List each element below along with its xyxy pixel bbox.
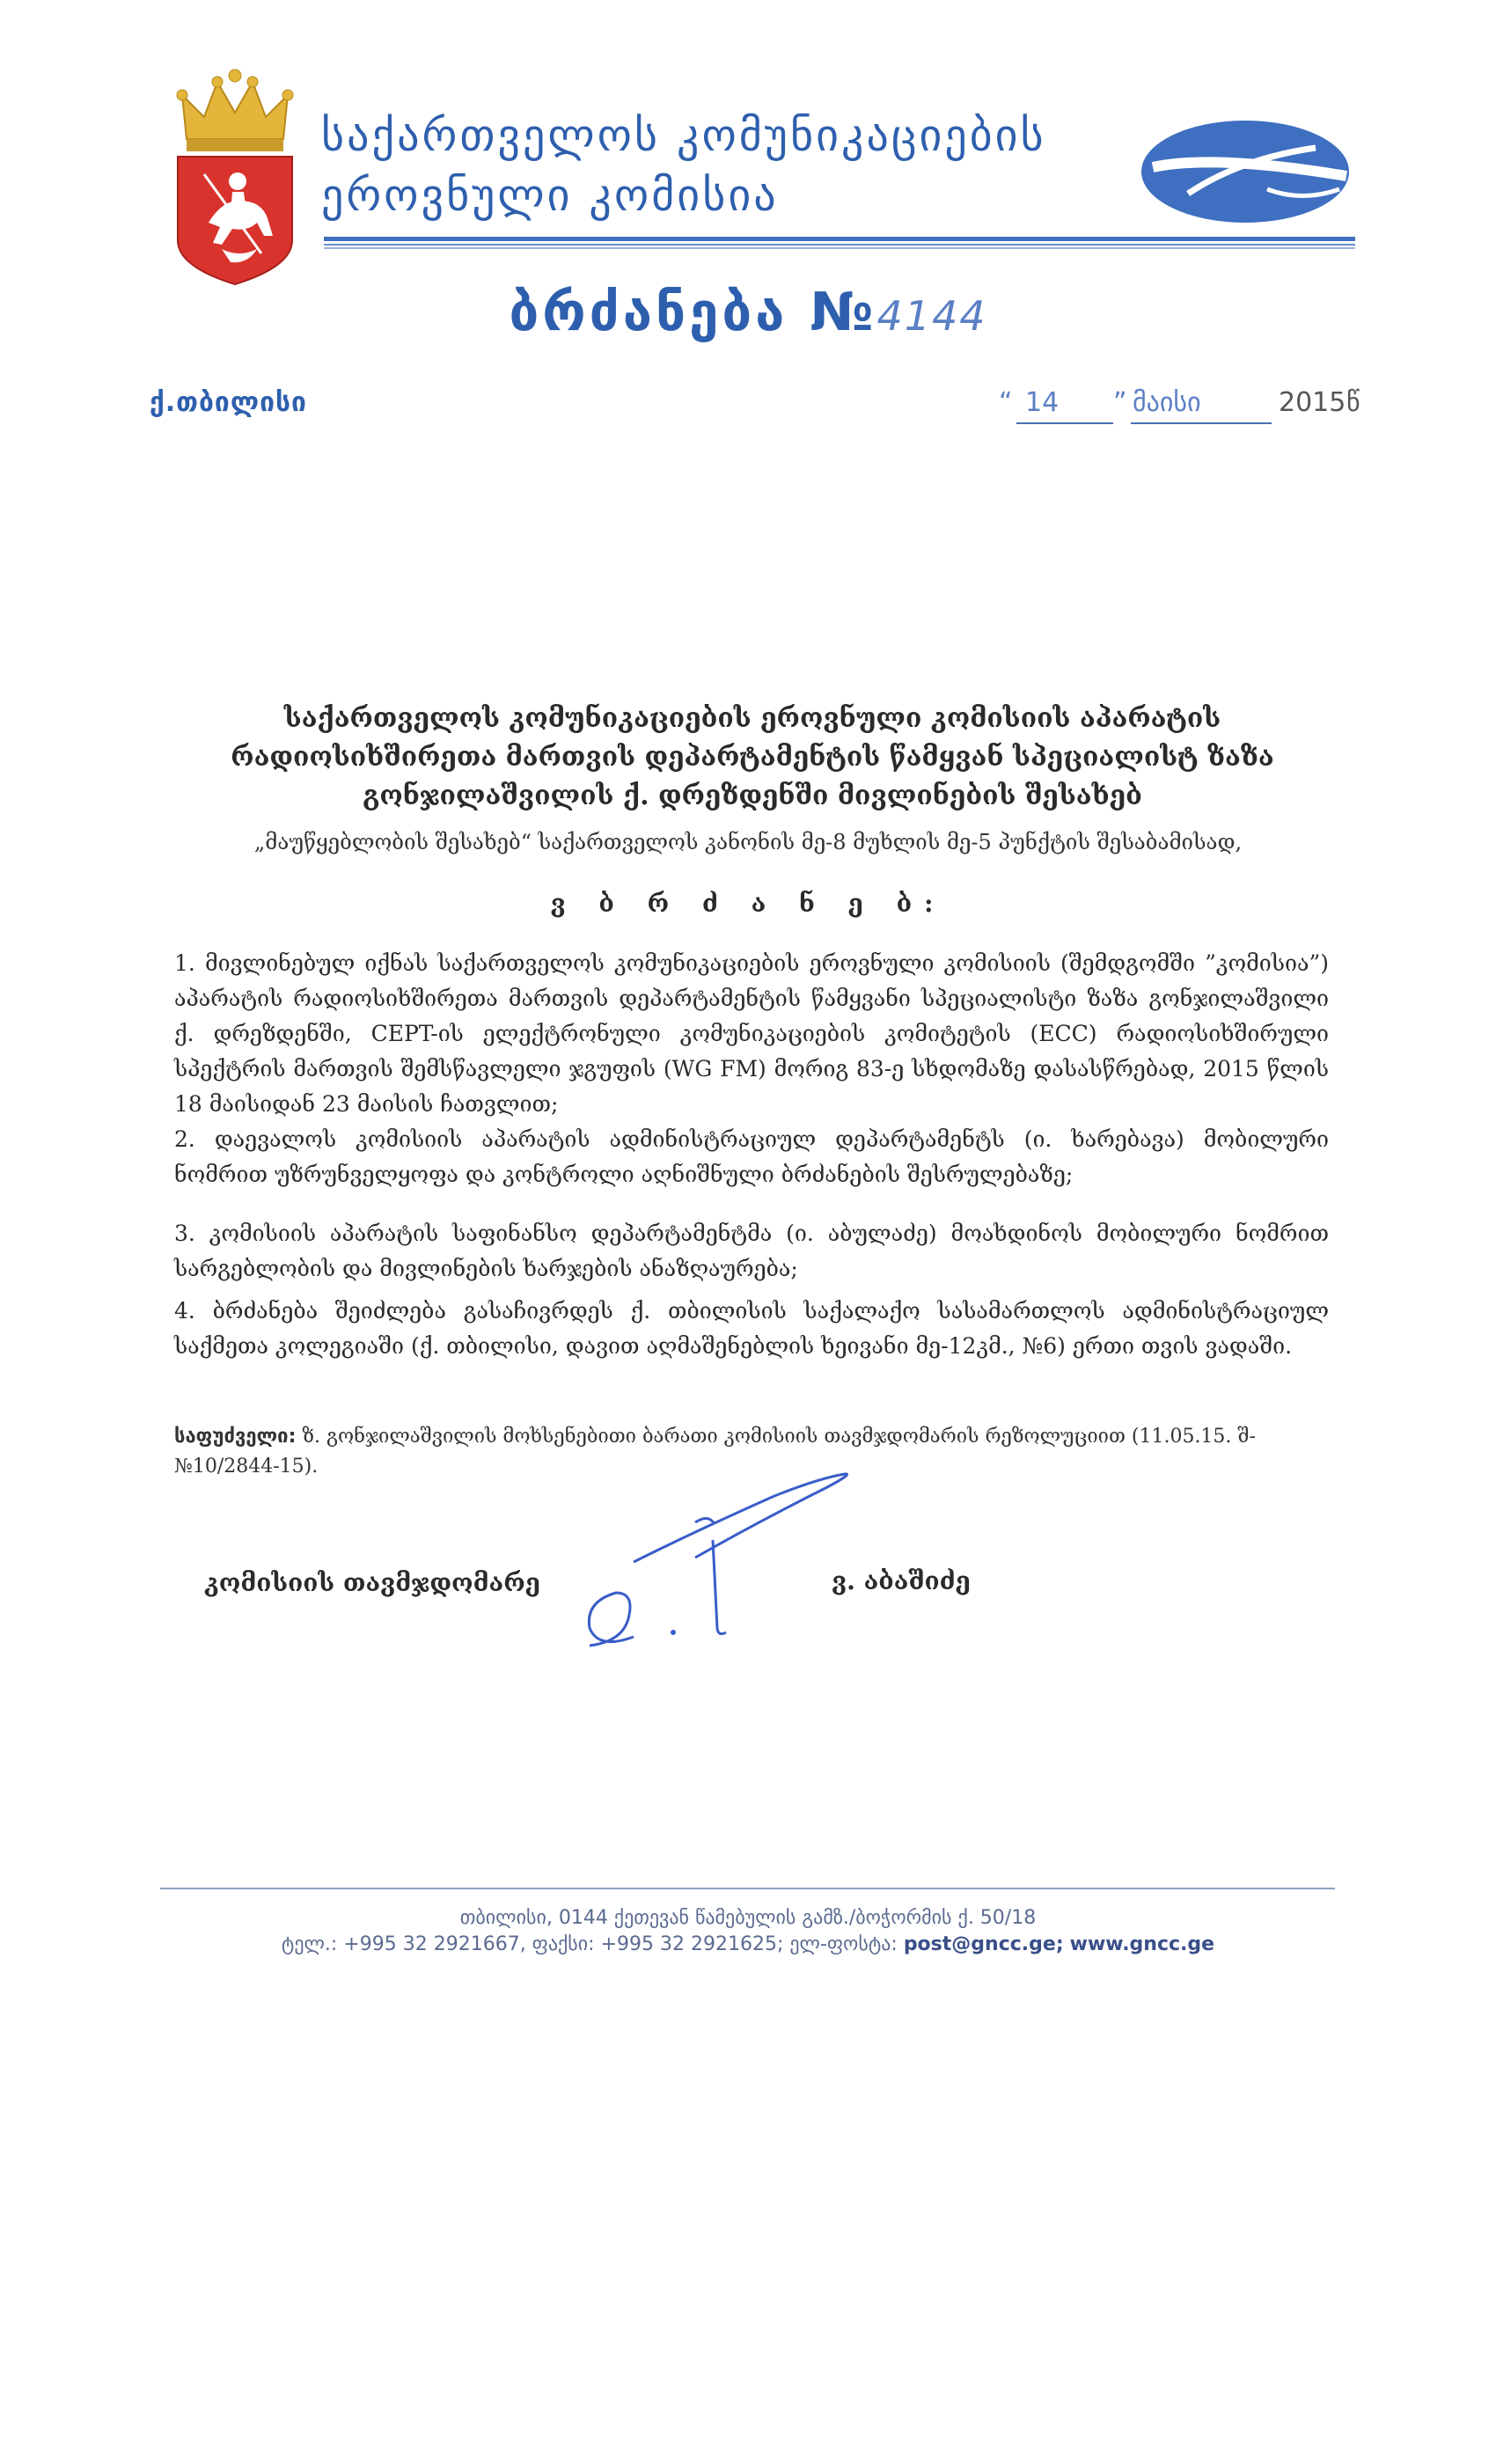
order-paragraph-4: 4. ბრძანება შეიძლება გასაჩივრდეს ქ. თბილისის საქალაქო სასამართლოს ადმინისტრაციულ საქმეთა კოლეგიაში (ქ. თბილისი, დავით აღმაშენებლის ხეივანი მე-12კმ., №6) ერთი თვის ვადაში.: [174, 1298, 1329, 1359]
order-label: ბრძანება №: [509, 282, 877, 343]
footer-website[interactable]: www.gncc.ge: [1069, 1933, 1215, 1955]
date-year-suffix: წ: [1346, 387, 1360, 418]
organization-name-line2: ეროვნული კომისია: [321, 170, 779, 221]
order-paragraph-3: 3. კომისიის აპარატის საფინანსო დეპარტამენტმა (ი. აბულაძე) მოახდინოს მობილური ნომრით სარგებლობის და მივლინების ხარჯების ანაზღაურება;: [174, 1221, 1329, 1281]
footer-address: თბილისი, 0144 ქეთევან წამებულის გამზ./ბოჭორმის ქ. 50/18: [459, 1907, 1037, 1929]
date-day: 14: [1025, 387, 1060, 418]
handwritten-signature-icon: [563, 1461, 933, 1663]
header-divider: [324, 236, 1355, 248]
reason-label: საფუძველი:: [174, 1426, 297, 1448]
footer-email[interactable]: post@gncc.ge: [903, 1933, 1056, 1955]
reason-text: ზ. გონჯილაშვილის მოხსენებითი ბარათი კომისიის თავმჯდომარის რეზოლუციით (11.05.15. შ-№10/2844-15).: [174, 1426, 1256, 1478]
order-number: 4144: [876, 292, 987, 340]
chairman-label: კომისიის თავმჯდომარე: [204, 1568, 540, 1597]
footer-contacts: ტელ.: +995 32 2921667, ფაქსი: +995 32 2921625; ელ-ფოსტა: post@gncc.ge; www.gncc.ge: [281, 1933, 1215, 1955]
organization-name-line1: საქართველოს კომუნიკაციების: [321, 110, 1046, 161]
footer-divider: [160, 1888, 1335, 1889]
order-word: ვ ბ რ ძ ა ნ ე ბ:: [550, 889, 946, 918]
document-subject: საქართველოს კომუნიკაციების ეროვნული კომისიის აპარატის რადიოსიხშირეთა მართვის დეპარტამენტის წამყვან სპეციალისტ ზაზა გონჯილაშვილის ქ. დრეზდენში მივლინების შესახებ: [231, 703, 1274, 811]
date-month: მაისი: [1133, 387, 1201, 418]
date-year: 2015: [1279, 387, 1346, 418]
city-label: ქ.თბილისი: [150, 387, 307, 418]
order-paragraph-1: 1. მივლინებულ იქნას საქართველოს კომუნიკაციების ეროვნული კომისიის (შემდგომში ”კომისია”) აპარატის რადიოსიხშირეთა მართვის დეპარტამენტის წამყვანი სპეციალისტი ზაზა გონჯილაშვილი ქ. დრეზდენში, CEPT-ის ელექტრონული კომუნიკაციების კომიტეტის (ECC) რადიოსიხშირული სპექტრის მართვის შემსწავლელი ჯგუფის (WG FM) მორიგ 83-ე სხდომაზე დასასწრებად, 2015 წლის 18 მაისიდან 23 მაისის ჩათვლით;: [174, 950, 1329, 1117]
georgia-coat-of-arms-icon: [169, 69, 301, 289]
chairman-name: ვ. აბაშიძე: [832, 1566, 971, 1595]
order-title: [0, 282, 1496, 343]
footer-phone-fax: ტელ.: +995 32 2921667, ფაქსი: +995 32 2921625; ელ-ფოსტა:: [281, 1933, 898, 1955]
gncc-logo-icon: [1135, 106, 1355, 238]
organization-name: [321, 106, 1113, 225]
legal-basis: „მაუწყებლობის შესახებ“ საქართველოს კანონის მე-8 მუხლის მე-5 პუნქტის შესაბამისად,: [253, 830, 1243, 854]
order-paragraph-2: 2. დაევალოს კომისიის აპარატის ადმინისტრაციულ დეპარტამენტს (ი. ხარებავა) მობილური ნომრით უზრუნველყოფა და კონტროლი აღნიშნული ბრძანების შესრულებაზე;: [174, 1126, 1329, 1187]
document-date: “ 14 ” მაისი 2015 წ: [999, 387, 1368, 440]
